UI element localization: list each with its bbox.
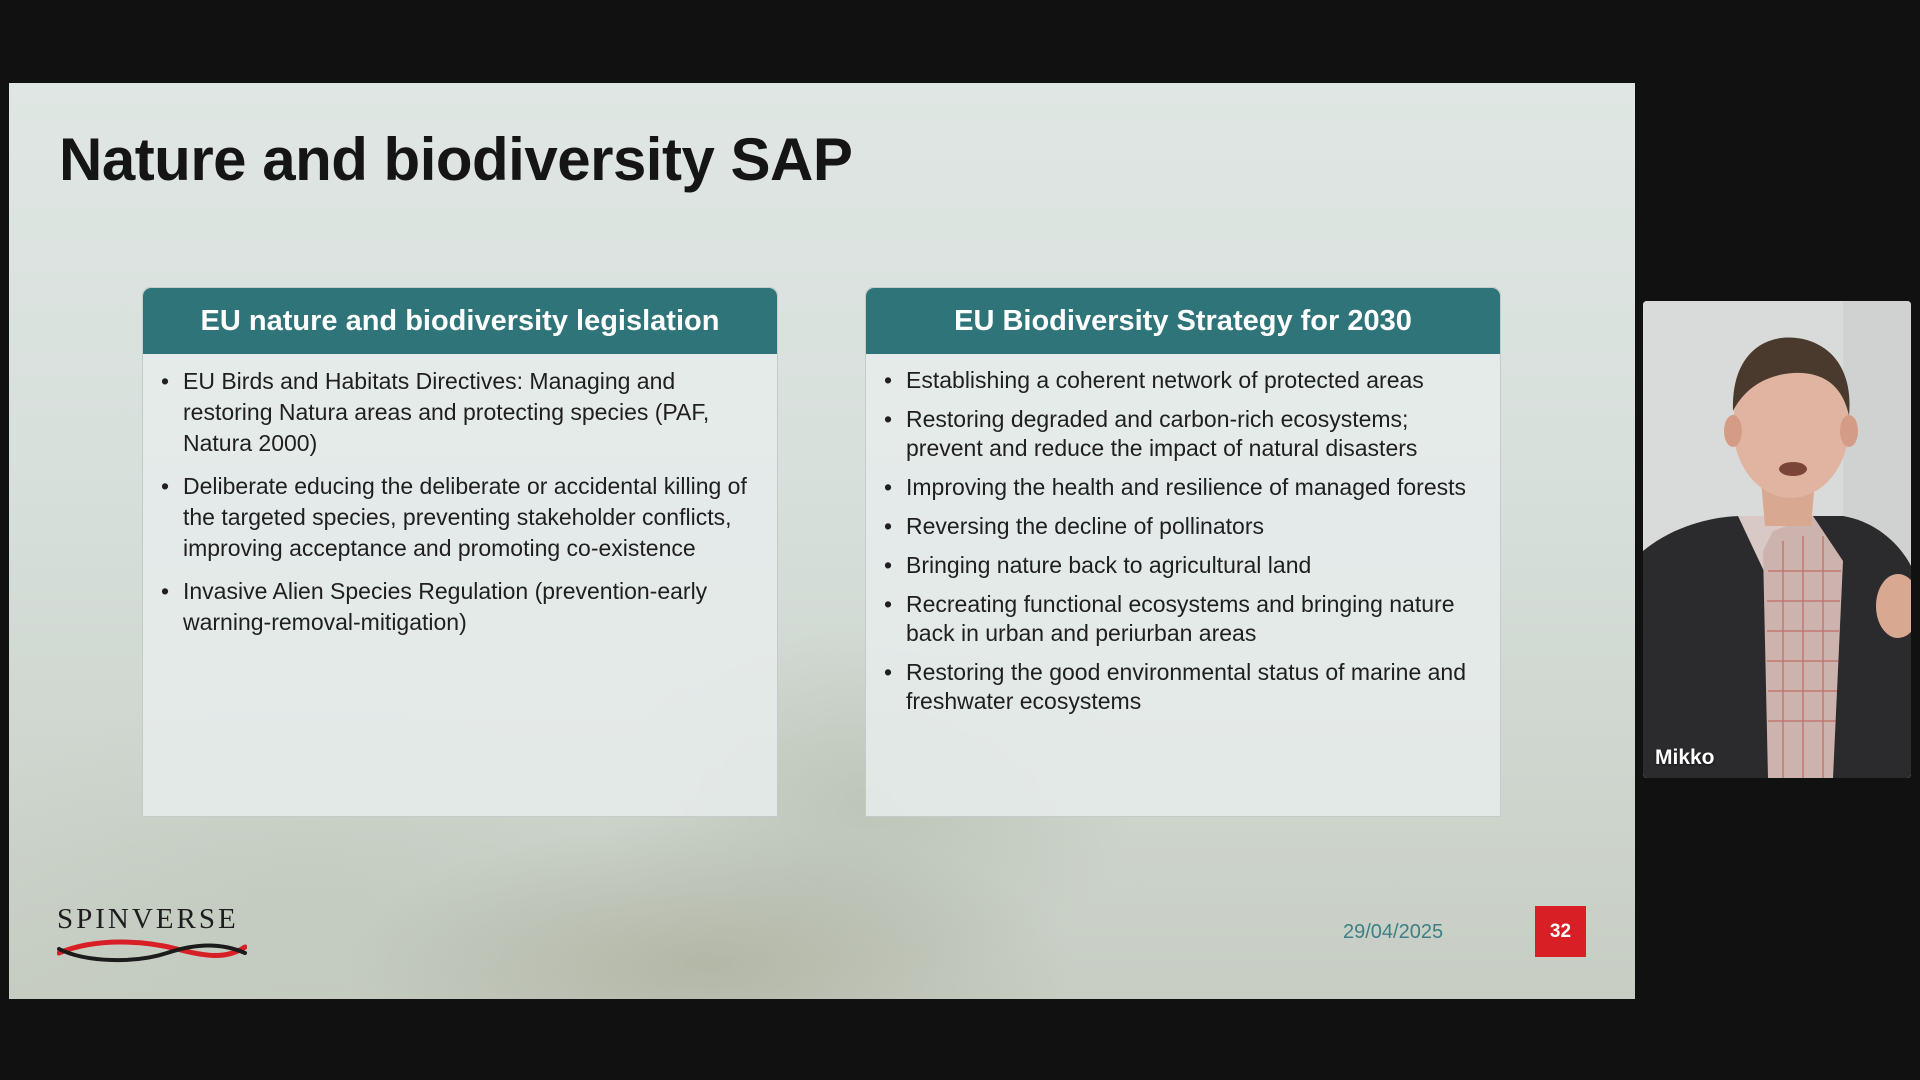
shared-slide	[9, 83, 1635, 999]
bullet-item: • Recreating functional ecosystems and bringing nature back in urban and periurban areas	[884, 590, 1482, 648]
legislation-card-header	[143, 288, 777, 354]
slide-title: Nature and biodiversity SAP	[59, 126, 853, 193]
strategy-card-heading: EU Biodiversity Strategy for 2030	[954, 304, 1412, 337]
spinverse-logo	[57, 903, 247, 965]
participant-video-tile[interactable]	[1643, 301, 1911, 778]
legislation-card-heading: EU nature and biodiversity legislation	[200, 304, 720, 337]
participant-name-label: Mikko	[1655, 746, 1715, 769]
bullet-item: • Improving the health and resilience of managed forests	[884, 473, 1482, 502]
strategy-bullet-list	[884, 366, 1482, 716]
strategy-card-body	[866, 354, 1500, 716]
legislation-bullet-list	[161, 366, 759, 638]
bullet-item: • Bringing nature back to agricultural land	[884, 551, 1482, 580]
person-video-feed-icon	[1643, 301, 1911, 778]
legislation-card-body	[143, 354, 777, 638]
strategy-card-header	[866, 288, 1500, 354]
bullet-item: • Invasive Alien Species Regulation (prevention-early warning-removal-mitigation)	[161, 576, 759, 638]
logo-wordmark: SPINVERSE	[57, 903, 239, 935]
spinverse-logo-swoosh-icon	[57, 937, 247, 965]
bullet-item: • Establishing a coherent network of protected areas	[884, 366, 1482, 395]
bullet-item: • Reversing the decline of pollinators	[884, 512, 1482, 541]
slide-page-number: 32	[1535, 906, 1586, 957]
slide-date: 29/04/2025	[1343, 921, 1444, 943]
bullet-item: • Deliberate educing the deliberate or accidental killing of the targeted species, preventing stakeholder conflicts, improving acceptance and promoting co-existence	[161, 471, 759, 564]
bullet-item: • Restoring degraded and carbon-rich ecosystems; prevent and reduce the impact of natural disasters	[884, 405, 1482, 463]
strategy-card	[865, 287, 1501, 817]
bullet-item: • EU Birds and Habitats Directives: Managing and restoring Natura areas and protecting species (PAF, Natura 2000)	[161, 366, 759, 459]
bullet-item: • Restoring the good environmental status of marine and freshwater ecosystems	[884, 658, 1482, 716]
legislation-card	[142, 287, 778, 817]
